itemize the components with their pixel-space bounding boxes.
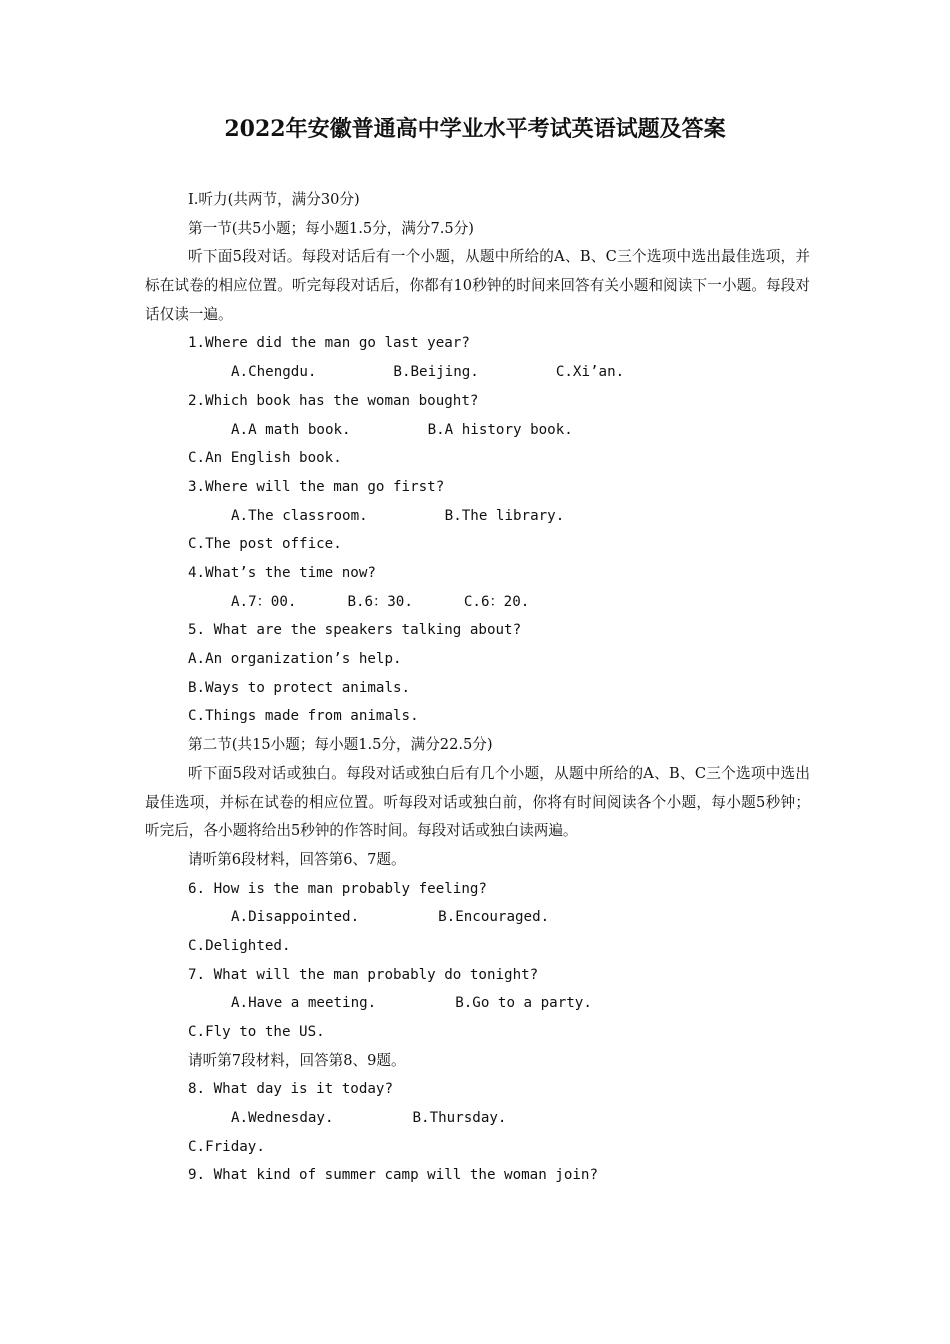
question-6-options [145, 903, 810, 932]
question-2-options [145, 416, 810, 445]
question-6-option-c: C.Delighted. [188, 937, 291, 954]
question-3: 3.Where will the man go first? [188, 478, 445, 495]
question-5-option-a: A.An organization’s help. [188, 651, 402, 668]
question-4-options [145, 588, 810, 617]
option-a: A.The classroom. [231, 507, 368, 524]
part2-heading: 第二节(共15小题；每小题1.5分，满分22.5分) [188, 736, 493, 754]
option-b: B.Thursday. [412, 1110, 507, 1127]
option-a: A.Disappointed. [231, 909, 360, 926]
option-a: A.7：00. [231, 593, 297, 610]
option-b: B.Beijing. [393, 364, 479, 381]
question-7: 7. What will the man probably do tonight? [188, 966, 539, 983]
question-3-option-c: C.The post office. [188, 536, 342, 553]
option-b: B.A history book. [427, 421, 573, 438]
material-6-heading: 请听第6段材料，回答第6、7题。 [188, 850, 406, 868]
part1-instructions: 听下面5段对话。每段对话后有一个小题，从题中所给的A、B、C三个选项中选出最佳选项，并标在试卷的相应位置。听完每段对话后，你都有10秒钟的时间来回答有关小题和阅读下一小题。每段对话仅读一遍。 [145, 248, 810, 323]
question-5-option-c: C.Things made from animals. [188, 708, 419, 725]
option-c: C.6：20. [463, 593, 530, 610]
question-7-option-c: C.Fly to the US. [188, 1024, 325, 1041]
option-a: A.Wednesday. [231, 1110, 334, 1127]
option-b: B.The library. [444, 507, 565, 524]
part2-instructions: 听下面5段对话或独白。每段对话或独白后有几个小题，从题中所给的A、B、C三个选项中选出最佳选项，并标在试卷的相应位置。听每段对话或独白前，你将有时间阅读各个小题，每小题5秒钟；听完后，各小题将给出5秒钟的作答时间。每段对话或独白读两遍。 [145, 764, 810, 840]
question-5: 5. What are the speakers talking about? [188, 622, 522, 639]
question-2: 2.Which book has the woman bought? [188, 392, 479, 409]
question-3-options [145, 502, 810, 531]
option-c: C.Xi’an. [555, 364, 625, 381]
question-4: 4.What’s the time now? [188, 564, 376, 581]
question-7-options [145, 989, 810, 1018]
option-a: A.Chengdu. [231, 364, 317, 381]
option-a: A.Have a meeting. [231, 995, 377, 1012]
part1-heading: 第一节(共5小题；每小题1.5分，满分7.5分) [188, 219, 474, 237]
option-b: B.Encouraged. [438, 909, 550, 926]
question-8-options [145, 1104, 810, 1133]
question-1-options [145, 358, 810, 387]
question-5-option-b: B.Ways to protect animals. [188, 679, 411, 696]
option-b: B.6：30. [347, 593, 413, 610]
question-8-option-c: C.Friday. [188, 1138, 265, 1155]
material-7-heading: 请听第7段材料，回答第8、9题。 [188, 1051, 406, 1069]
page-title: 2022年安徽普通高中学业水平考试英语试题及答案 [224, 116, 726, 142]
question-8: 8. What day is it today? [188, 1081, 393, 1098]
question-9: 9. What kind of summer camp will the woman join? [188, 1167, 598, 1184]
question-6: 6. How is the man probably feeling? [188, 880, 487, 897]
question-2-option-c: C.An English book. [188, 450, 342, 467]
section-heading: Ⅰ.听力(共两节，满分30分) [188, 191, 360, 208]
document-body [145, 186, 810, 1190]
question-1: 1.Where did the man go last year? [188, 335, 470, 352]
option-a: A.A math book. [231, 421, 351, 438]
option-b: B.Go to a party. [455, 995, 592, 1012]
